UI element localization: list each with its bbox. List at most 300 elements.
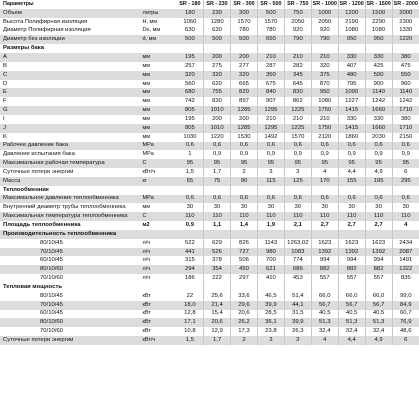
value-cell: 840 (257, 88, 284, 97)
value-cell: 727 (231, 248, 258, 257)
value-cell (204, 186, 231, 195)
value-cell: 0,6 (177, 142, 204, 151)
value-cell: 0,6 (392, 142, 419, 151)
value-cell: 805 (177, 124, 204, 133)
value-cell: 51,3 (311, 318, 338, 327)
value-cell: 994 (311, 256, 338, 265)
value-cell: 20,6 (204, 318, 231, 327)
value-cell: 826 (231, 239, 258, 248)
table-row (0, 124, 419, 133)
value-cell: 830 (204, 97, 231, 106)
value-cell: 2,7 (338, 221, 365, 230)
value-cell: 32,4 (338, 327, 365, 336)
value-cell: 1,7 (204, 168, 231, 177)
table-row (0, 301, 419, 310)
parameter-label: Высота Полифирная изоляция (3, 18, 88, 25)
value-cell: 742 (184, 98, 195, 105)
value-cell: 2190 (338, 18, 365, 27)
unit-cell: d, мм (140, 35, 176, 44)
value-cell: 320 (231, 71, 258, 80)
value-cell: 17,3 (231, 327, 258, 336)
value-cell: 1750 (311, 124, 338, 133)
value-cell: 320 (311, 62, 338, 71)
value-cell: 2000 (392, 9, 419, 18)
value-cell: 44,1 (284, 301, 311, 310)
value-cell: 870 (311, 80, 338, 89)
value-cell: 12,9 (204, 327, 231, 336)
value-cell: 750 (284, 9, 311, 18)
value-cell: 51,3 (365, 318, 392, 327)
value-cell: 200 (204, 53, 231, 62)
value-cell: 315 (184, 257, 195, 264)
value-cell: 960 (392, 80, 419, 89)
value-cell: 1143 (257, 239, 284, 248)
value-cell: 425 (365, 62, 392, 71)
parameter-label: Давление испытания бака (3, 151, 75, 158)
table-row (0, 80, 419, 89)
value-cell: 110 (177, 212, 204, 221)
value-cell: 6 (392, 336, 419, 345)
parameter-label: I (3, 115, 5, 122)
value-cell: 2 (231, 168, 258, 177)
table-row (0, 336, 419, 345)
unit-cell: C (140, 159, 176, 168)
section-title: Теплообменник (3, 186, 49, 193)
value-cell: 155 (338, 177, 365, 186)
section-header-row (0, 44, 419, 53)
parameter-label: Максимальное давление теплообменника (0, 195, 140, 204)
table-row (0, 18, 419, 27)
value-cell: 897 (231, 97, 258, 106)
value-cell (177, 186, 204, 195)
value-cell: 1322 (392, 265, 419, 274)
unit-cell: кВт (140, 318, 176, 327)
value-cell: 1242 (365, 97, 392, 106)
value-cell: 210 (284, 53, 311, 62)
value-cell: 95 (365, 159, 392, 168)
value-cell: 1010 (204, 106, 231, 115)
unit-cell: мм (142, 115, 151, 122)
value-cell: 320 (204, 71, 231, 80)
header-model: SR - 1200 (339, 0, 364, 7)
value-cell: 66,0 (338, 292, 365, 301)
value-cell: 2,1 (284, 221, 311, 230)
parameter-label: 80/10/60 (0, 265, 140, 274)
value-cell: 0,6 (311, 142, 338, 151)
value-cell: 275 (204, 62, 231, 71)
unit-cell: кг (140, 177, 176, 186)
value-cell: 4,4 (338, 168, 365, 177)
value-cell: 920 (311, 27, 338, 36)
table-row (0, 159, 419, 168)
value-cell: 1500 (365, 9, 392, 18)
value-cell: 48,6 (392, 327, 419, 336)
parameter-label: 70/10/60 (40, 275, 63, 282)
value-cell: 3 (284, 336, 311, 345)
value-cell: 410 (257, 274, 284, 283)
unit-cell (140, 44, 176, 53)
parameter-label: Суточные потери энергии (3, 168, 74, 175)
value-cell: 200 (231, 53, 258, 62)
value-cell: 26,3 (284, 327, 311, 336)
value-cell (311, 186, 338, 195)
value-cell: 980 (257, 248, 284, 257)
parameter-label: Диаметр Полифирная изоляция (3, 27, 91, 34)
value-cell: 200 (231, 115, 258, 124)
value-cell: 1060 (183, 18, 197, 25)
value-cell: 36,1 (257, 318, 284, 327)
value-cell: 1220 (392, 35, 419, 44)
value-cell (338, 44, 365, 53)
value-cell: 557 (365, 274, 392, 283)
value-cell: 1491 (392, 256, 419, 265)
value-cell: 1415 (338, 106, 365, 115)
value-cell (284, 44, 311, 53)
value-cell: 195 (177, 53, 204, 62)
table-row (0, 221, 419, 230)
table-row (0, 133, 419, 142)
value-cell: 1330 (392, 27, 419, 36)
value-cell (392, 230, 419, 239)
unit-cell (140, 186, 176, 195)
value-cell: 1140 (365, 88, 392, 97)
value-cell: 0,6 (365, 195, 392, 204)
table-row (0, 318, 419, 327)
parameter-label: Рабочее давление бака (0, 142, 140, 151)
value-cell: 0,6 (284, 142, 311, 151)
parameter-label: B (3, 62, 7, 69)
value-cell: 1570 (231, 18, 258, 27)
table-row (0, 292, 419, 301)
value-cell: 210 (284, 115, 311, 124)
value-cell: 1220 (204, 133, 231, 142)
unit-cell: м2 (142, 222, 150, 229)
value-cell: 297 (231, 274, 258, 283)
value-cell: 75 (204, 177, 231, 186)
table-row (0, 88, 419, 97)
value-cell: 1710 (392, 106, 419, 115)
value-cell: 2150 (392, 133, 419, 142)
value-cell: 407 (338, 62, 365, 71)
value-cell: 345 (284, 71, 311, 80)
value-cell: 2300 (392, 18, 419, 27)
value-cell: 2087 (392, 248, 419, 257)
value-cell: 1,9 (257, 221, 284, 230)
value-cell: 665 (231, 80, 258, 89)
value-cell: 1030 (183, 133, 197, 140)
value-cell: 1295 (257, 106, 284, 115)
value-cell: 110 (365, 212, 392, 221)
value-cell: 26,2 (231, 318, 258, 327)
value-cell: 900 (365, 80, 392, 89)
value-cell: 1623 (311, 239, 338, 248)
value-cell: 686 (284, 265, 311, 274)
value-cell: 1570 (257, 18, 284, 27)
value-cell (177, 283, 204, 292)
value-cell: 1140 (392, 88, 419, 97)
value-cell: 23,8 (257, 327, 284, 336)
value-cell: 2120 (311, 133, 338, 142)
value-cell: 0,6 (231, 195, 258, 204)
value-cell (177, 44, 204, 53)
value-cell: 30 (231, 203, 258, 212)
value-cell: 60,7 (392, 310, 419, 319)
value-cell: 32,4 (311, 327, 338, 336)
table-row (0, 310, 419, 319)
table-row (0, 265, 419, 274)
value-cell: 125 (284, 177, 311, 186)
value-cell: 1295 (257, 124, 284, 133)
value-cell: 110 (204, 212, 231, 221)
value-cell: 1080 (365, 27, 392, 36)
value-cell: 0,6 (204, 195, 231, 204)
parameter-label: C (0, 71, 140, 80)
value-cell: 1263,02 (284, 239, 311, 248)
value-cell: 755 (204, 88, 231, 97)
value-cell (392, 186, 419, 195)
value-cell: 18,0 (177, 301, 204, 310)
value-cell: 480 (338, 71, 365, 80)
value-cell: 46,5 (257, 292, 284, 301)
value-cell (257, 44, 284, 53)
parameter-label: Максимальная температура теплообменника (0, 212, 140, 221)
value-cell: 1225 (284, 106, 311, 115)
value-cell: 95 (257, 159, 284, 168)
header-model: SR - 300 (231, 0, 258, 9)
value-cell: 620 (204, 80, 231, 89)
table-row (0, 150, 419, 159)
value-cell: 795 (338, 80, 365, 89)
value-cell: 629 (204, 239, 231, 248)
value-cell: 30 (311, 203, 338, 212)
parameter-label: Диаметр без изоляции (0, 35, 140, 44)
value-cell: 1280 (204, 18, 231, 27)
header-model: SR - 2000 (393, 0, 418, 7)
value-cell: 1,1 (204, 221, 231, 230)
value-cell: 950 (311, 88, 338, 97)
value-cell: 287 (257, 62, 284, 71)
table-row (0, 212, 419, 221)
value-cell (365, 186, 392, 195)
unit-cell: л/ч (140, 248, 176, 257)
value-cell: 994 (338, 256, 365, 265)
value-cell: 4 (392, 221, 419, 230)
value-cell: 2,7 (365, 221, 392, 230)
value-cell: 39,9 (284, 318, 311, 327)
parameter-label: 80/10/60 (0, 318, 140, 327)
value-cell: 378 (204, 256, 231, 265)
value-cell (177, 230, 204, 239)
value-cell: 2030 (365, 133, 392, 142)
value-cell: 33,6 (231, 292, 258, 301)
value-cell (338, 186, 365, 195)
value-cell: 95 (338, 159, 365, 168)
parameter-label: 70/10/60 (40, 328, 63, 335)
table-row (0, 35, 419, 44)
value-cell: 3 (257, 168, 284, 177)
parameter-label: E (0, 88, 140, 97)
value-cell: 1530 (231, 133, 258, 142)
unit-cell: мм (140, 106, 176, 115)
table-row (0, 248, 419, 257)
unit-cell: мм (140, 53, 176, 62)
value-cell: 862 (284, 97, 311, 106)
value-cell (338, 230, 365, 239)
value-cell: 30 (186, 204, 194, 211)
value-cell: 30 (284, 203, 311, 212)
value-cell: 522 (184, 239, 195, 246)
value-cell: 30 (257, 203, 284, 212)
value-cell: 200 (204, 115, 231, 124)
value-cell: 30 (204, 203, 231, 212)
value-cell: 1,5 (177, 336, 204, 345)
value-cell: 1623 (338, 239, 365, 248)
value-cell: 526 (204, 248, 231, 257)
value-cell: 21,4 (204, 301, 231, 310)
value-cell: 99,0 (392, 292, 419, 301)
value-cell: 95 (284, 159, 311, 168)
value-cell: 950 (365, 35, 392, 44)
value-cell: 170 (311, 177, 338, 186)
unit-cell: кВт/ч (142, 168, 156, 175)
value-cell: 790 (284, 35, 311, 44)
unit-cell: мм (140, 71, 176, 80)
value-cell: 557 (311, 274, 338, 283)
header-model: SR - 180 (179, 0, 201, 7)
value-cell: 882 (338, 265, 365, 274)
table-row (0, 203, 419, 212)
value-cell (231, 44, 258, 53)
value-cell: 1392 (338, 248, 365, 257)
value-cell: 1200 (338, 9, 365, 18)
value-cell: 780 (257, 27, 284, 36)
value-cell: 330 (365, 53, 392, 62)
value-cell: 84,9 (392, 301, 419, 310)
value-cell: 222 (204, 274, 231, 283)
parameter-label: Масса (0, 177, 140, 186)
parameter-label: Площадь теплообменника (3, 222, 81, 229)
parameter-label: K (3, 133, 7, 140)
value-cell (204, 283, 231, 292)
parameter-label: A (0, 53, 140, 62)
unit-cell: C (140, 212, 176, 221)
value-cell: 115 (257, 177, 284, 186)
value-cell: 1570 (284, 133, 311, 142)
unit-cell: кВт (140, 301, 176, 310)
value-cell: 39,9 (257, 301, 284, 310)
value-cell: 186 (184, 275, 195, 282)
parameter-label: 70/10/45 (0, 248, 140, 257)
value-cell: 882 (311, 265, 338, 274)
value-cell: 330 (365, 115, 392, 124)
value-cell: 29,6 (231, 301, 258, 310)
value-cell (204, 44, 231, 53)
value-cell (284, 186, 311, 195)
value-cell: 195 (365, 177, 392, 186)
unit-cell: H, мм (142, 18, 158, 25)
value-cell: 10,8 (184, 328, 196, 335)
value-cell: 4 (311, 168, 338, 177)
value-cell: 90 (231, 177, 258, 186)
value-cell: 1090 (338, 88, 365, 97)
parameter-label: Максимальная рабочая температура (0, 159, 140, 168)
section-title: Размеры бака (3, 45, 45, 52)
table-body (0, 9, 419, 345)
header-model: SR - 1500 (366, 0, 391, 7)
value-cell: 30 (338, 203, 365, 212)
value-cell (257, 230, 284, 239)
parameter-label: Объем (0, 9, 140, 18)
value-cell: 1227 (338, 97, 365, 106)
table-row (0, 142, 419, 151)
value-cell: 1660 (365, 124, 392, 133)
value-cell: 110 (311, 212, 338, 221)
unit-cell: De, мм (142, 27, 161, 34)
value-cell: 1392 (365, 248, 392, 257)
table-row (0, 327, 419, 336)
value-cell (311, 283, 338, 292)
table-row (0, 27, 419, 36)
table-row (0, 115, 419, 124)
parameter-label: 80/10/45 (40, 292, 63, 299)
value-cell: 0,6 (257, 142, 284, 151)
value-cell: 1660 (365, 106, 392, 115)
value-cell: 195 (184, 115, 195, 122)
unit-cell (140, 283, 176, 292)
table-row (0, 62, 419, 71)
value-cell: 3 (284, 168, 311, 177)
table-row (0, 239, 419, 248)
header-model: SR - 500 (257, 0, 284, 9)
value-cell: 2434 (392, 239, 419, 248)
unit-cell: л/ч (142, 275, 151, 282)
value-cell: 907 (257, 97, 284, 106)
value-cell: 680 (177, 88, 204, 97)
unit-cell: л/ч (142, 257, 151, 264)
value-cell: 500 (231, 35, 258, 44)
value-cell: 22 (186, 292, 194, 299)
value-cell: 295 (392, 177, 419, 186)
value-cell: 550 (392, 71, 419, 80)
value-cell: 30 (365, 203, 392, 212)
value-cell (311, 44, 338, 53)
value-cell: 1,7 (204, 336, 231, 345)
value-cell (231, 283, 258, 292)
unit-cell: л/ч (142, 239, 151, 246)
table-header-row (0, 0, 419, 9)
parameter-label: 70/10/45 (0, 301, 140, 310)
value-cell: 4,9 (365, 168, 392, 177)
unit-cell: мм (142, 80, 151, 87)
value-cell: 330 (338, 115, 365, 124)
value-cell: 1285 (231, 106, 258, 115)
value-cell: 0,6 (257, 195, 284, 204)
value-cell: 110 (392, 212, 419, 221)
value-cell: 56,7 (365, 301, 392, 310)
value-cell: 6 (392, 168, 419, 177)
value-cell: 300 (231, 9, 258, 18)
value-cell: 774 (284, 256, 311, 265)
value-cell: 1,5 (185, 168, 194, 175)
value-cell: 0,9 (257, 150, 284, 159)
value-cell: 790 (311, 35, 338, 44)
value-cell: 820 (231, 88, 258, 97)
value-cell: 210 (311, 115, 338, 124)
value-cell: 1392 (311, 248, 338, 257)
value-cell: 277 (231, 62, 258, 71)
value-cell: 40,5 (365, 310, 392, 319)
value-cell: 0,9 (204, 150, 231, 159)
